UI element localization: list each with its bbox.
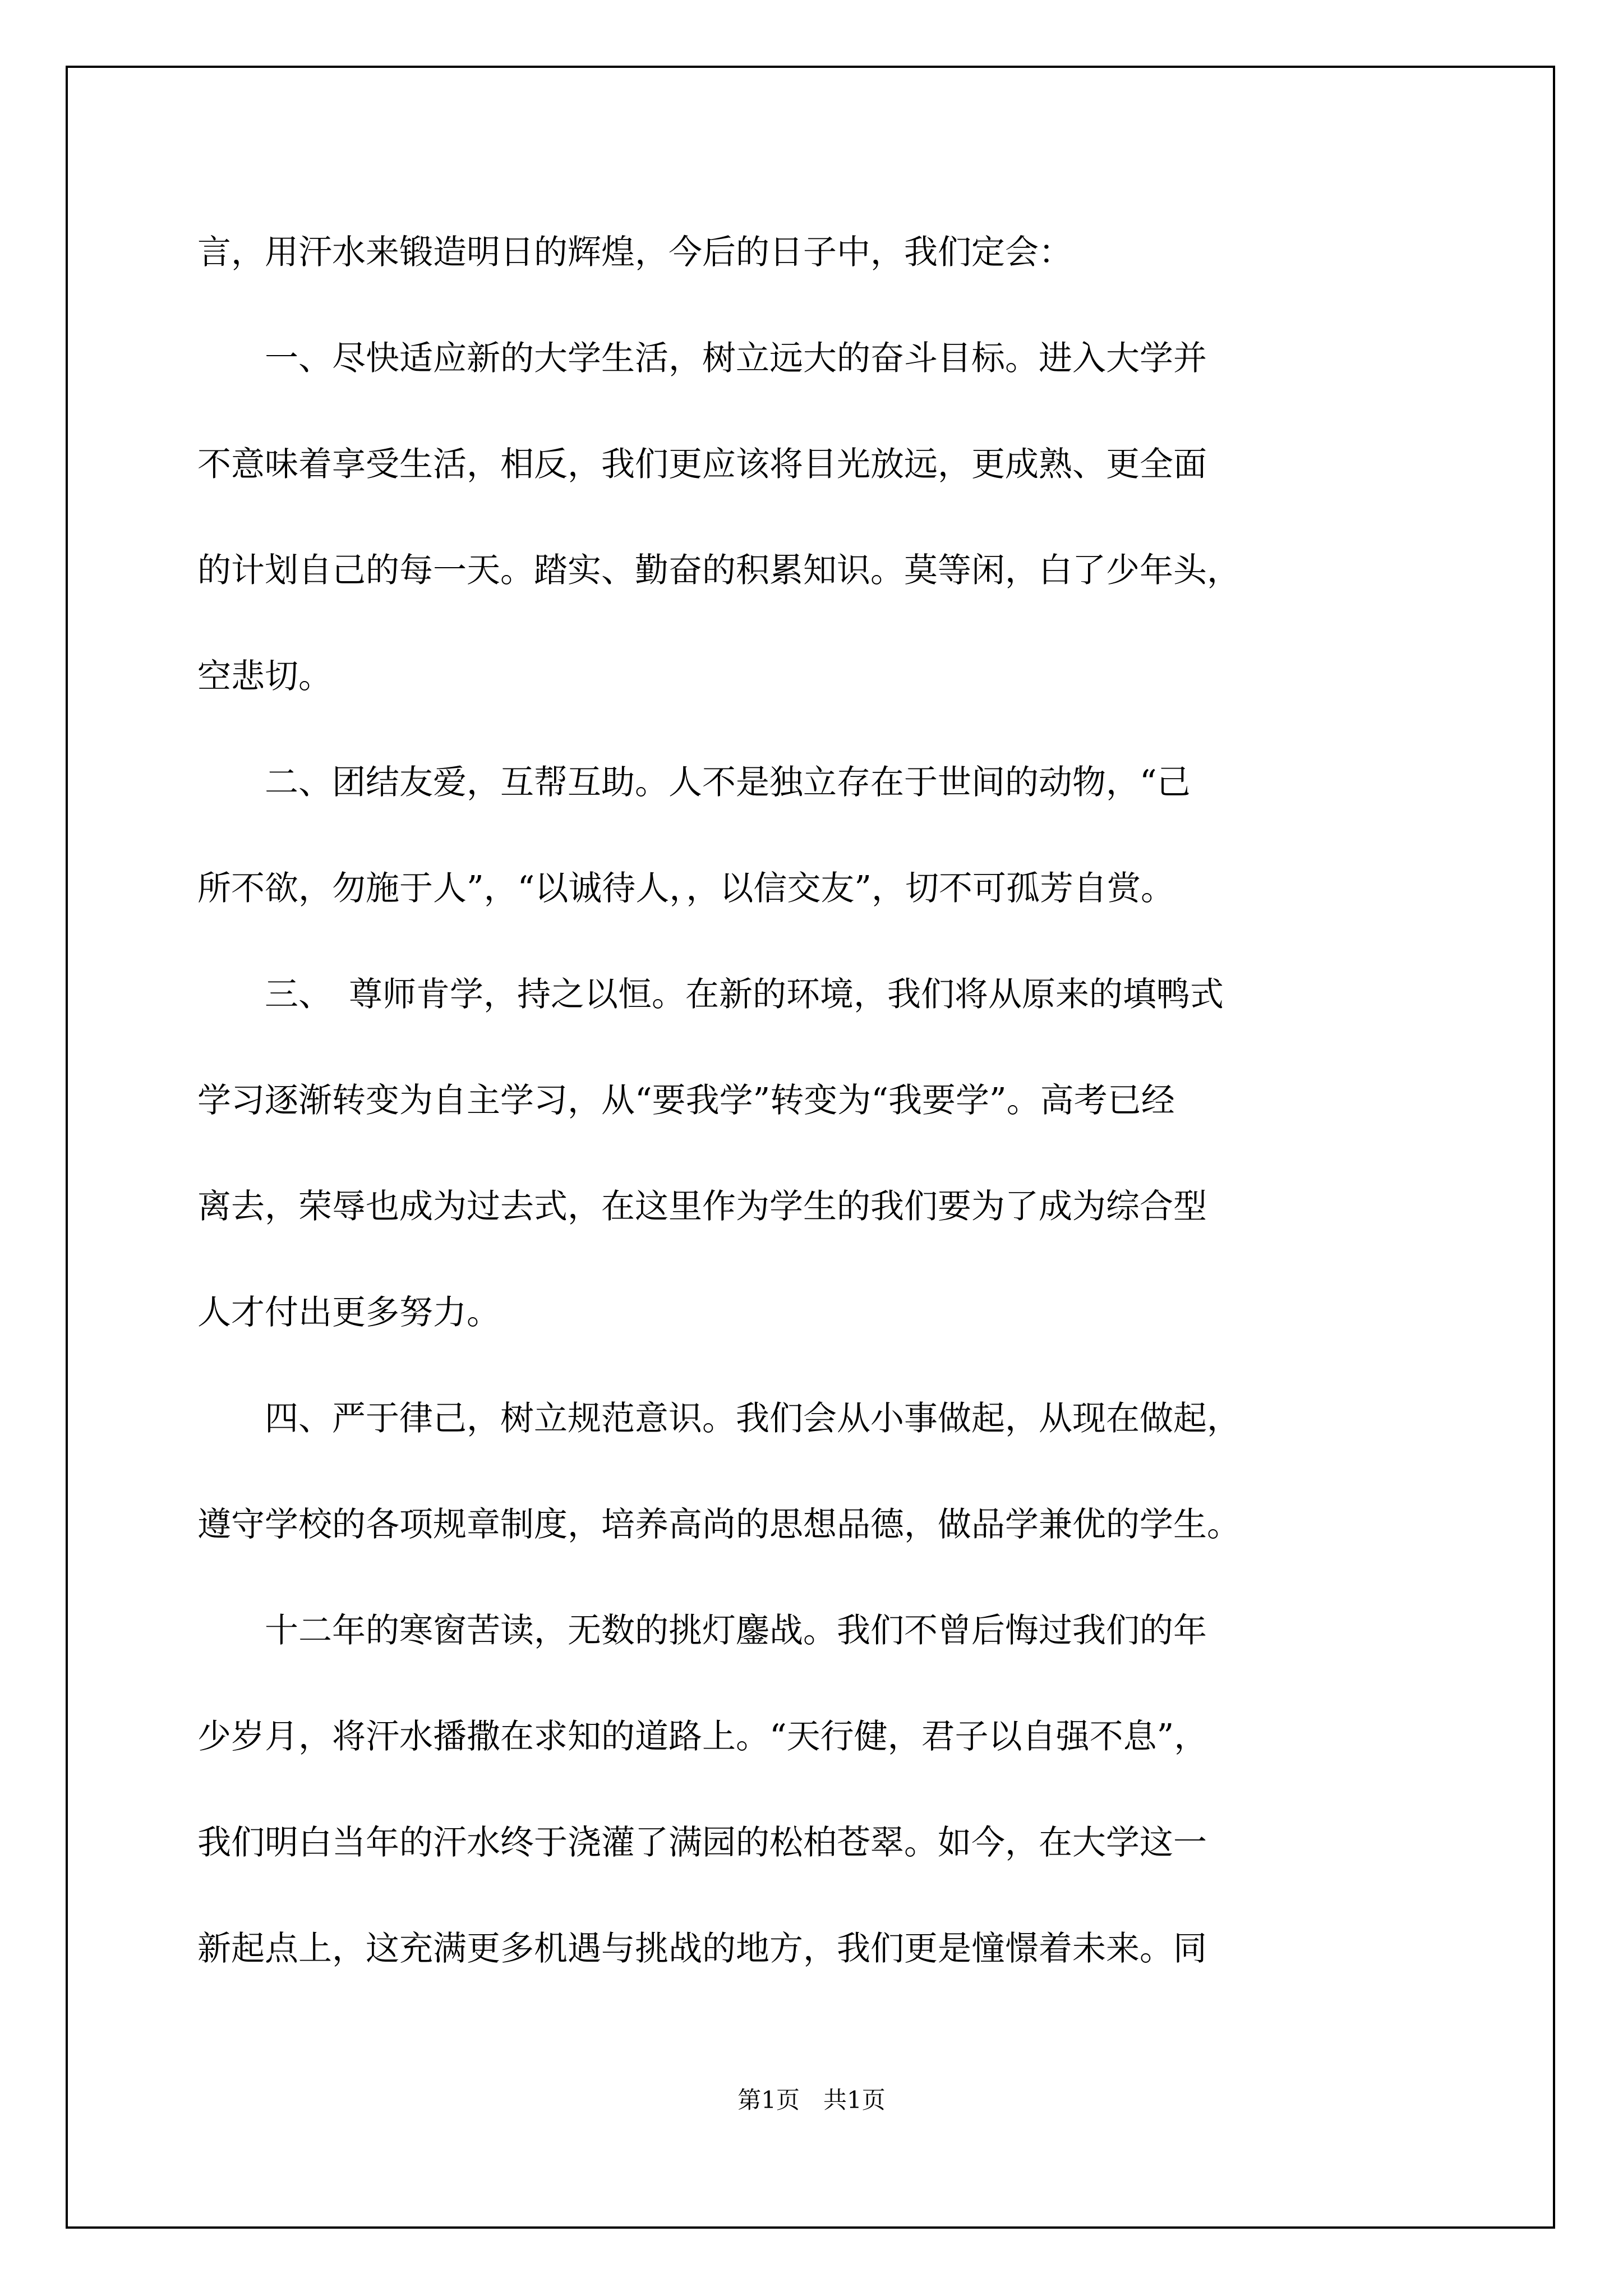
- text-line: 三、 尊师肯学，持之以恒。在新的环境，我们将从原来的填鸭式: [197, 975, 1224, 1014]
- text-line: 人才付出更多努力。: [197, 1293, 500, 1332]
- text-line: 离去，荣辱也成为过去式，在这里作为学生的我们要为了成为综合型: [197, 1187, 1207, 1226]
- text-line: 的计划自己的每一天。踏实、勤奋的积累知识。莫等闲，白了少年头，: [197, 551, 1241, 590]
- text-line: 学习逐渐转变为自主学习，从“要我学”转变为“我要学”。高考已经: [197, 1081, 1175, 1120]
- text-line: 新起点上，这充满更多机遇与挑战的地方，我们更是憧憬着未来。同: [197, 1929, 1207, 1968]
- text-line: 遵守学校的各项规章制度，培养高尚的思想品德，做品学兼优的学生。: [197, 1505, 1241, 1544]
- text-line: 所不欲，勿施于人”，“以诚待人，，以信交友”，切不可孤芳自赏。: [197, 869, 1175, 908]
- text-line: 不意味着享受生活，相反，我们更应该将目光放远，更成熟、更全面: [197, 445, 1207, 484]
- text-line: 十二年的寒窗苦读，无数的挑灯鏖战。我们不曾后悔过我们的年: [197, 1611, 1207, 1650]
- text-line: 我们明白当年的汗水终于浇灌了满园的松柏苍翠。如今，在大学这一: [197, 1823, 1207, 1862]
- page-number-footer: 第1页 共1页: [737, 2086, 886, 2114]
- document-body: [197, 224, 1431, 2027]
- text-line: 二、团结友爱，互帮互助。人不是独立存在于世间的动物，“己: [197, 763, 1191, 802]
- text-line: 四、严于律己，树立规范意识。我们会从小事做起，从现在做起，: [197, 1399, 1241, 1438]
- text-line: 少岁月，将汗水播撒在求知的道路上。“天行健，君子以自强不息”，: [197, 1717, 1208, 1756]
- text-line: 空悲切。: [197, 657, 332, 696]
- text-line: 一、尽快适应新的大学生活，树立远大的奋斗目标。进入大学并: [197, 339, 1207, 378]
- text-line: 言，用汗水来锻造明日的辉煌，今后的日子中，我们定会：: [197, 233, 1072, 272]
